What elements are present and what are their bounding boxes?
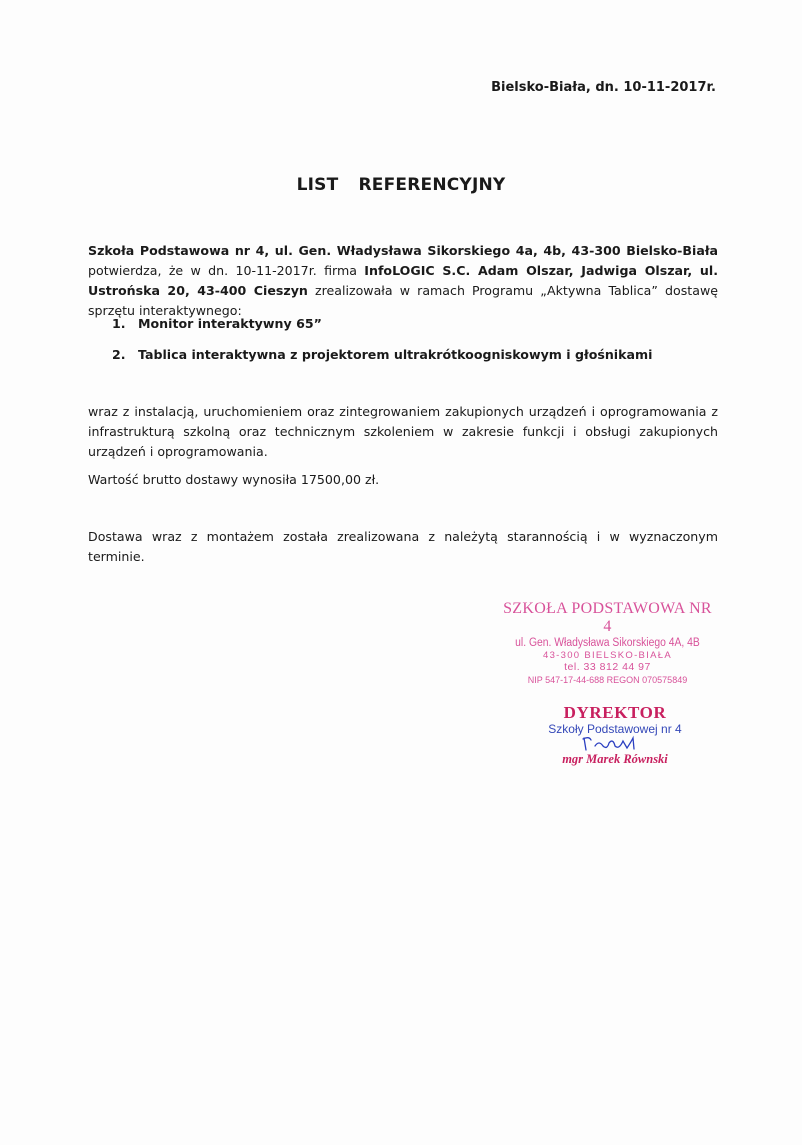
delivered-items-list <box>112 316 652 378</box>
list-item-number: 2. <box>112 347 126 362</box>
school-stamp <box>500 600 715 685</box>
handwritten-signature <box>525 736 705 754</box>
director-name: mgr Marek Równski <box>562 752 668 766</box>
school-name: Szkoła Podstawowa nr 4, ul. Gen. Władysława Sikorskiego 4a, 4b, 43-300 Bielsko-Biała <box>88 243 718 258</box>
stamp-tax-ids: NIP 547-17-44-688 REGON 070575849 <box>527 675 688 685</box>
place-date: Bielsko-Biała, dn. 10-11-2017r. <box>491 80 716 95</box>
company-name: InfoLOGIC S.C. Adam Olszar, Jadwiga Olszar, ul. Ustrońska 20, 43-400 Cieszyn <box>88 263 718 298</box>
intro-text-2: zrealizowała w ramach Programu „Aktywna Tablica” dostawę sprzętu interaktywnego: <box>88 283 718 318</box>
director-title: DYREKTOR <box>563 703 667 722</box>
list-item <box>112 316 652 334</box>
stamp-city: 43-300 BIELSKO-BIAŁA <box>543 650 672 661</box>
list-item-text: Monitor interaktywny 65” <box>138 316 322 331</box>
document-title: LIST REFERENCYJNY <box>296 175 506 195</box>
list-item-number: 1. <box>112 316 126 331</box>
director-stamp <box>525 703 705 767</box>
stamp-school-name: SZKOŁA PODSTAWOWA NR 4 <box>503 600 712 635</box>
signature-icon <box>581 734 651 754</box>
list-item-text: Tablica interaktywna z projektorem ultrakrótkoogniskowym i głośnikami <box>138 347 653 362</box>
installation-paragraph: wraz z instalacją, uruchomieniem oraz zintegrowaniem zakupionych urządzeń i oprogramowania z infrastrukturą szkolną oraz technicznym szkoleniem w zakresie funkcji i obsługi zakupionych urządzeń i oprogramowania. <box>88 404 718 459</box>
stamp-phone: tel. 33 812 44 97 <box>564 661 651 673</box>
completion-paragraph: Dostawa wraz z montażem została zrealizowana z należytą starannością i w wyznaczonym terminie. <box>88 529 718 564</box>
stamp-address: ul. Gen. Władysława Sikorskiego 4A, 4B <box>515 637 700 649</box>
list-item <box>112 347 652 365</box>
value-paragraph: Wartość brutto dostawy wynosiła 17500,00 zł. <box>88 472 380 487</box>
intro-text-1: potwierdza, że w dn. 10-11-2017r. firma <box>88 263 365 278</box>
intro-paragraph <box>88 241 718 321</box>
director-school: Szkoły Podstawowej nr 4 <box>548 722 682 736</box>
